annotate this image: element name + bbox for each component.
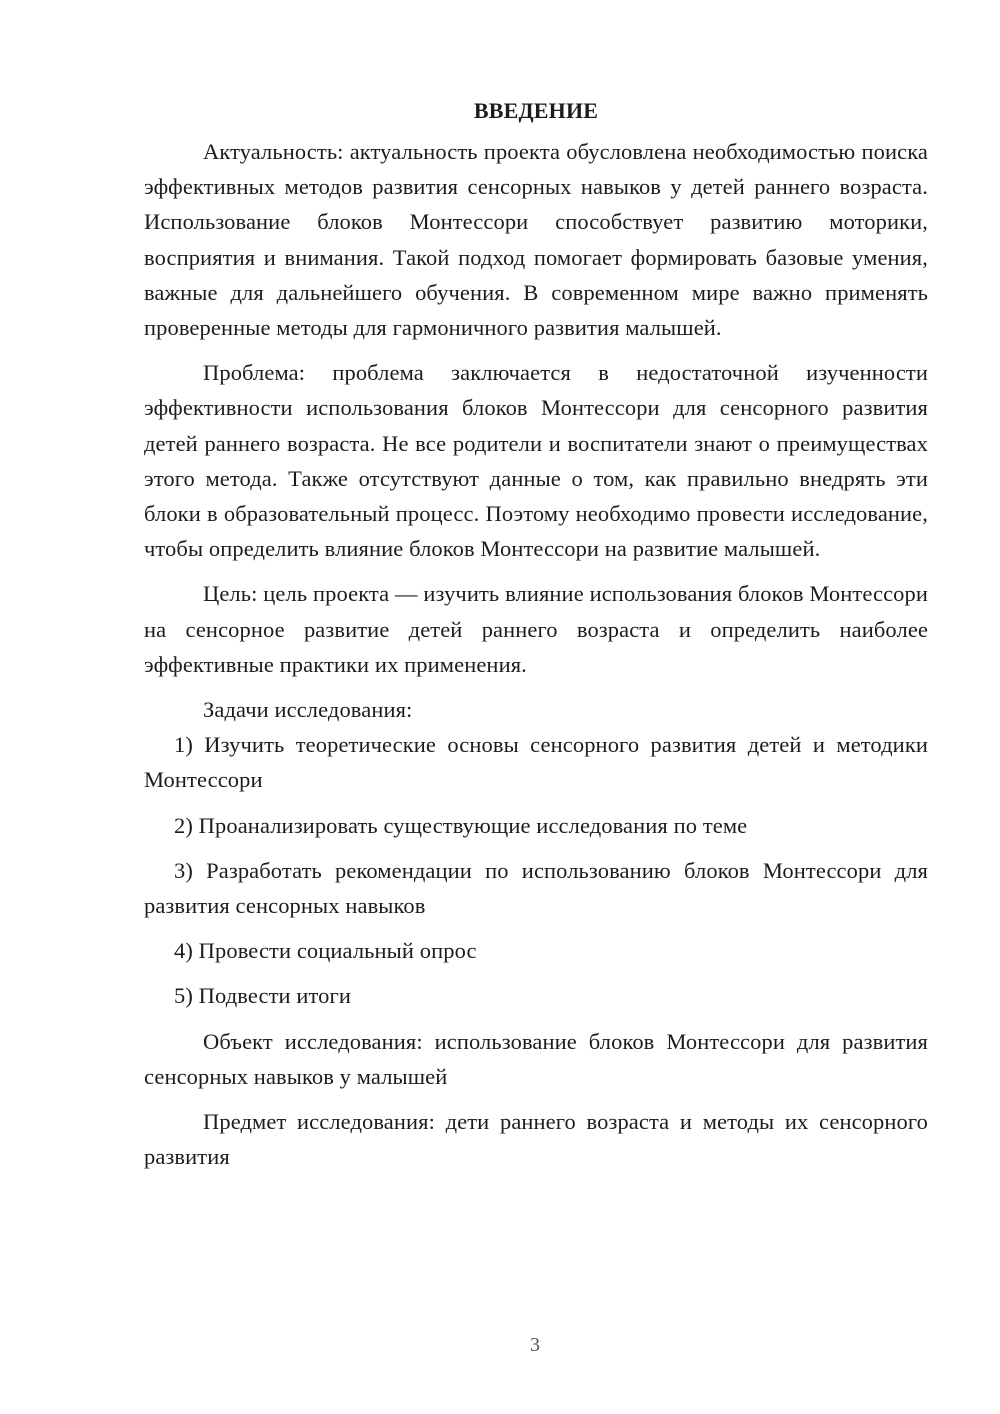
list-item: 2) Проанализировать существующие исследования по теме [174,812,748,838]
paragraph-problem: Проблема: проблема заключается в недостаточной изученности эффективности использования блоков Монтессори для сенсорного развития детей раннего возраста. Не все родители и воспитатели знают о преимуществах этого метода. Также отсутствуют данные о том, как правильно внедрять эти блоки в образовательный процесс. Поэтому необходимо провести исследование, чтобы определить влияние блоков Монтессори на развитие малышей. [144,360,928,562]
page-number: 3 [530,1334,540,1356]
page-content [144,94,928,1174]
document-title: ВВЕДЕНИЕ [473,98,599,123]
paragraph-object: Объект исследования: использование блоков Монтессори для развития сенсорных навыков у малышей [144,1028,928,1089]
list-item: 4) Провести социальный опрос [174,938,477,964]
paragraph-goal: Цель: цель проекта — изучить влияние использования блоков Монтессори на сенсорное развитие детей раннего возраста и определить наиболее эффективные практики их применения. [144,581,928,677]
list-item: 3) Разработать рекомендации по использованию блоков Монтессори для развития сенсорных навыков [144,857,928,919]
list-item: 5) Подвести итоги [174,983,351,1009]
paragraph-subject: Предмет исследования: дети раннего возраста и методы их сенсорного развития [144,1109,928,1170]
tasks-list [144,727,928,1013]
list-item: 1) Изучить теоретические основы сенсорного развития детей и методики Монтессори [144,732,928,793]
paragraph-relevance: Актуальность: актуальность проекта обусловлена необходимостью поиска эффективных методов развития сенсорных навыков у детей раннего возраста. Использование блоков Монтессори способствует развитию моторики, восприятия и внимания. Такой подход помогает формировать базовые умения, важные для дальнейшего обучения. В современном мире важно применять проверенные методы для гармоничного развития малышей. [144,139,928,341]
tasks-heading: Задачи исследования: [203,697,413,723]
